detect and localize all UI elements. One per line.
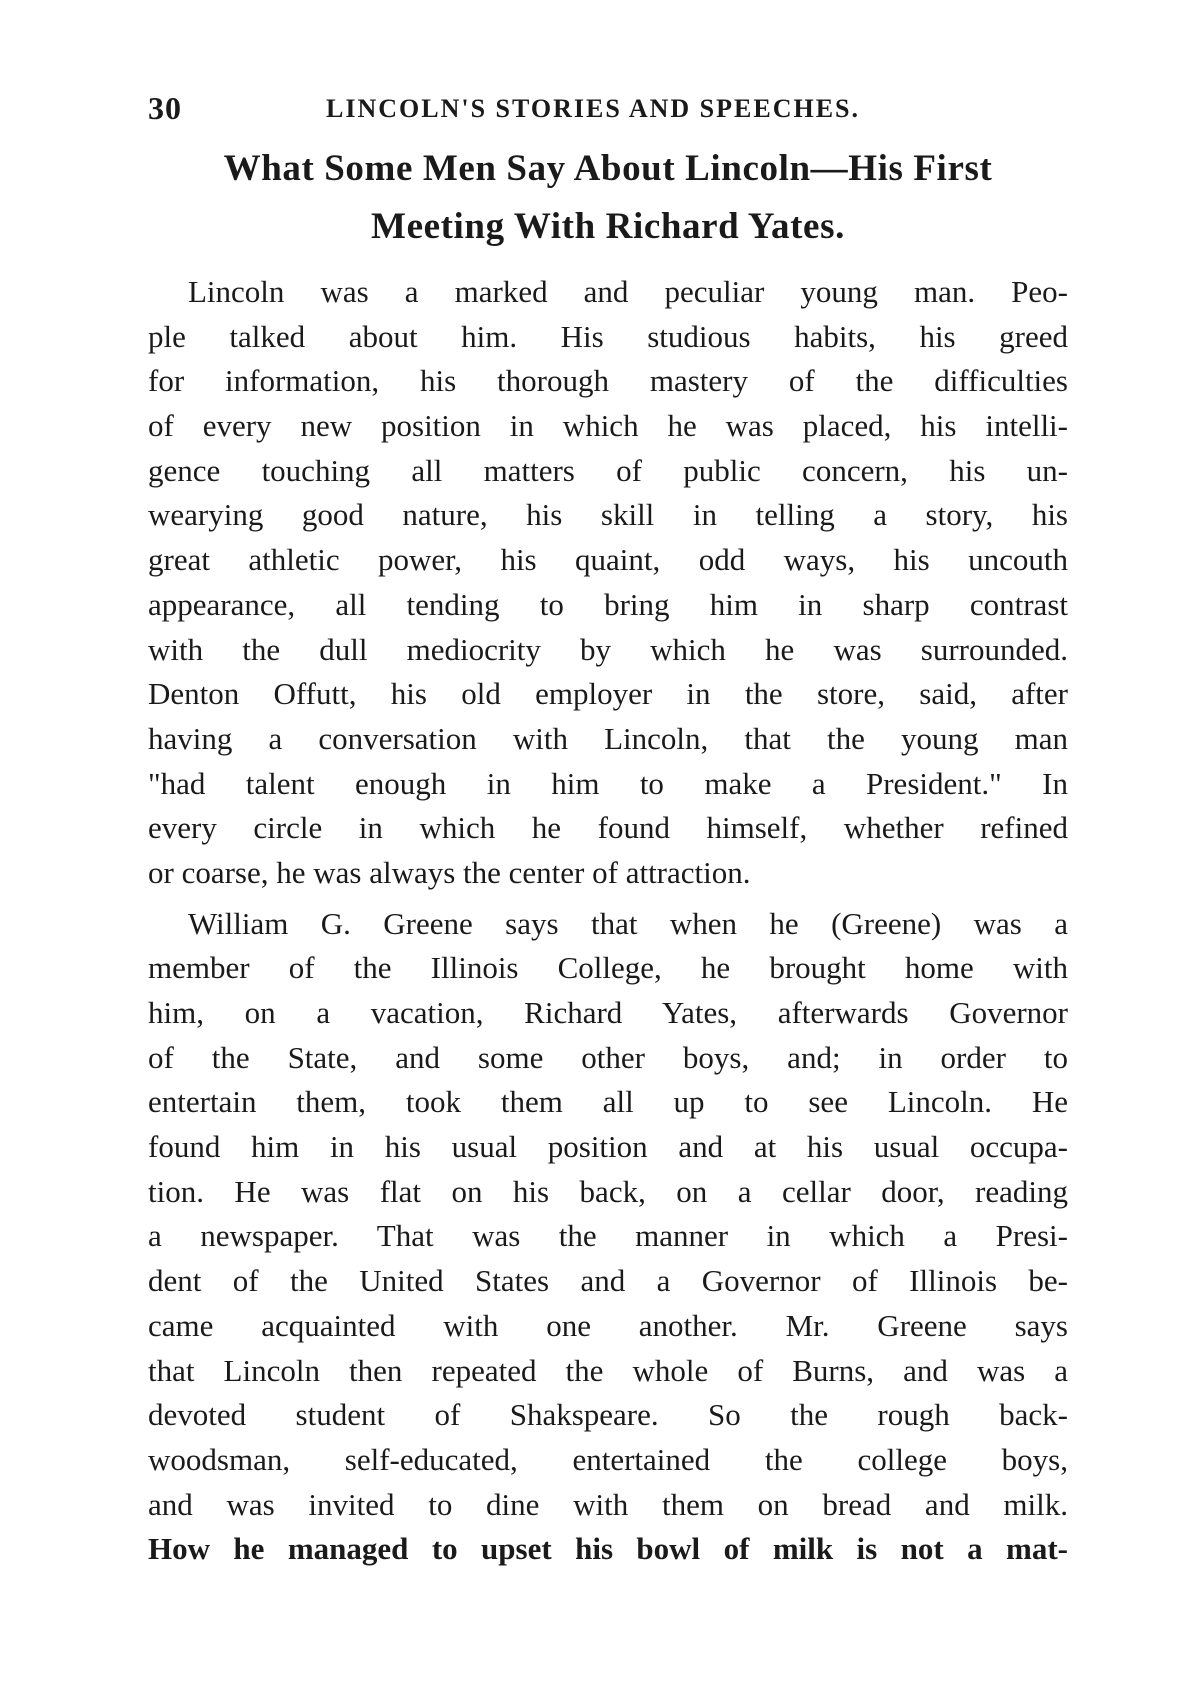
text-line: great athletic power, his quaint, odd ways, his uncouth [148, 542, 1068, 578]
chapter-title [148, 140, 1068, 256]
chapter-title-line: What Some Men Say About Lincoln—His First [223, 148, 993, 189]
text-line: Denton Offutt, his old employer in the store, said, after [148, 676, 1068, 712]
text-line: that Lincoln then repeated the whole of Burns, and was a [148, 1352, 1068, 1388]
text-line: gence touching all matters of public concern, his un- [148, 452, 1068, 488]
text-line: wearying good nature, his skill in telling a story, his [148, 497, 1068, 533]
text-line: appearance, all tending to bring him in sharp contrast [148, 586, 1068, 622]
running-header [148, 86, 1068, 126]
text-line: every circle in which he found himself, whether refined [148, 810, 1068, 846]
text-line: and was invited to dine with them on bread and milk. [148, 1486, 1068, 1522]
paragraph-lincoln-character [148, 270, 1068, 896]
text-line: woodsman, self-educated, entertained the college boys, [148, 1441, 1068, 1477]
text-line: William G. Greene says that when he (Greene) was a [188, 905, 1068, 941]
text-line: devoted student of Shakspeare. So the rough back- [148, 1397, 1068, 1433]
text-line: ple talked about him. His studious habits, his greed [148, 318, 1068, 354]
page-number: 30 [148, 90, 182, 126]
text-line: dent of the United States and a Governor of Illinois be- [148, 1263, 1068, 1299]
text-line: of the State, and some other boys, and; in order to [148, 1039, 1068, 1075]
text-line: with the dull mediocrity by which he was surrounded. [148, 631, 1068, 667]
text-line: member of the Illinois College, he brought home with [148, 950, 1068, 986]
text-line: of every new position in which he was placed, his intelli- [148, 408, 1068, 444]
chapter-title-line: Meeting With Richard Yates. [371, 206, 845, 247]
body-text [148, 270, 1068, 1578]
text-line: found him in his usual position and at his usual occupa- [148, 1129, 1068, 1165]
text-line: having a conversation with Lincoln, that the young man [148, 720, 1068, 756]
text-line: for information, his thorough mastery of the difficulties [148, 363, 1068, 399]
running-title: LINCOLN'S STORIES AND SPEECHES. [326, 94, 861, 123]
text-line: came acquainted with one another. Mr. Greene says [148, 1307, 1068, 1343]
text-line: Lincoln was a marked and peculiar young man. Peo- [188, 274, 1068, 309]
text-line: him, on a vacation, Richard Yates, afterwards Governor [148, 995, 1068, 1030]
text-line: "had talent enough in him to make a President." In [148, 765, 1068, 801]
text-line: tion. He was flat on his back, on a cellar door, reading [148, 1173, 1068, 1209]
paragraph-greene-account [148, 902, 1068, 1572]
text-line: How he managed to upset his bowl of milk is not a mat- [148, 1531, 1068, 1567]
text-line: entertain them, took them all up to see Lincoln. He [148, 1084, 1068, 1120]
text-line: a newspaper. That was the manner in which a Presi- [148, 1218, 1068, 1254]
text-line: or coarse, he was always the center of attraction. [148, 854, 751, 890]
